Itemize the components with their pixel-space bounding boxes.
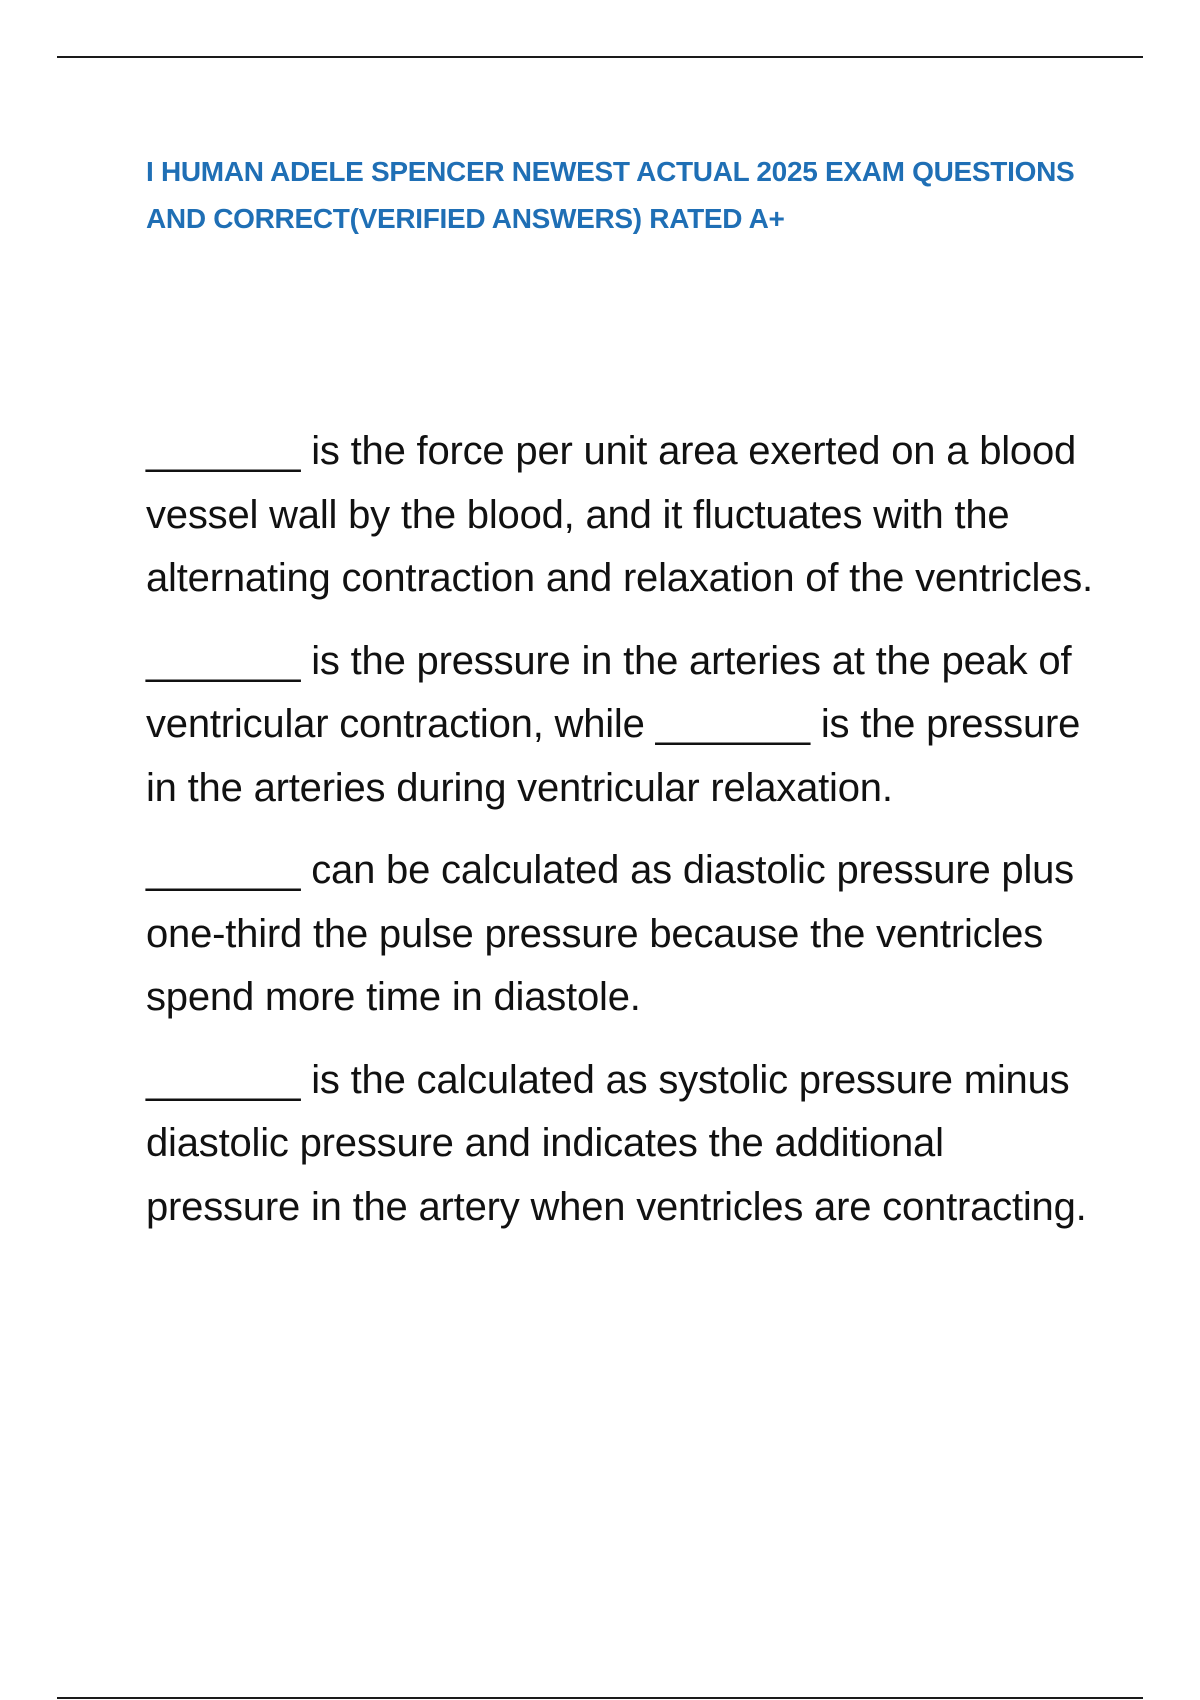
question-4: _______ is the calculated as systolic pressure minus diastolic pressure and indicates the additional pressure in the artery when ventricles are contracting. xyxy=(146,1057,1087,1229)
question-1: _______ is the force per unit area exerted on a blood vessel wall by the blood, and it fluctuates with the alternating contraction and relaxation of the ventricles. xyxy=(146,429,1093,600)
question-2: _______ is the pressure in the arteries at the peak of ventricular contraction, while _______ is the pressure in the arteries during ventricular relaxation. xyxy=(146,638,1081,810)
top-divider xyxy=(57,56,1143,58)
document-title: I HUMAN ADELE SPENCER NEWEST ACTUAL 2025 EXAM QUESTIONS AND CORRECT(VERIFIED ANSWERS) RATED A+ xyxy=(146,156,1075,234)
bottom-divider xyxy=(57,1697,1143,1699)
question-3: _______ can be calculated as diastolic pressure plus one-third the pulse pressure because the ventricles spend more time in diastole. xyxy=(146,848,1074,1019)
question-list xyxy=(146,420,1096,1258)
